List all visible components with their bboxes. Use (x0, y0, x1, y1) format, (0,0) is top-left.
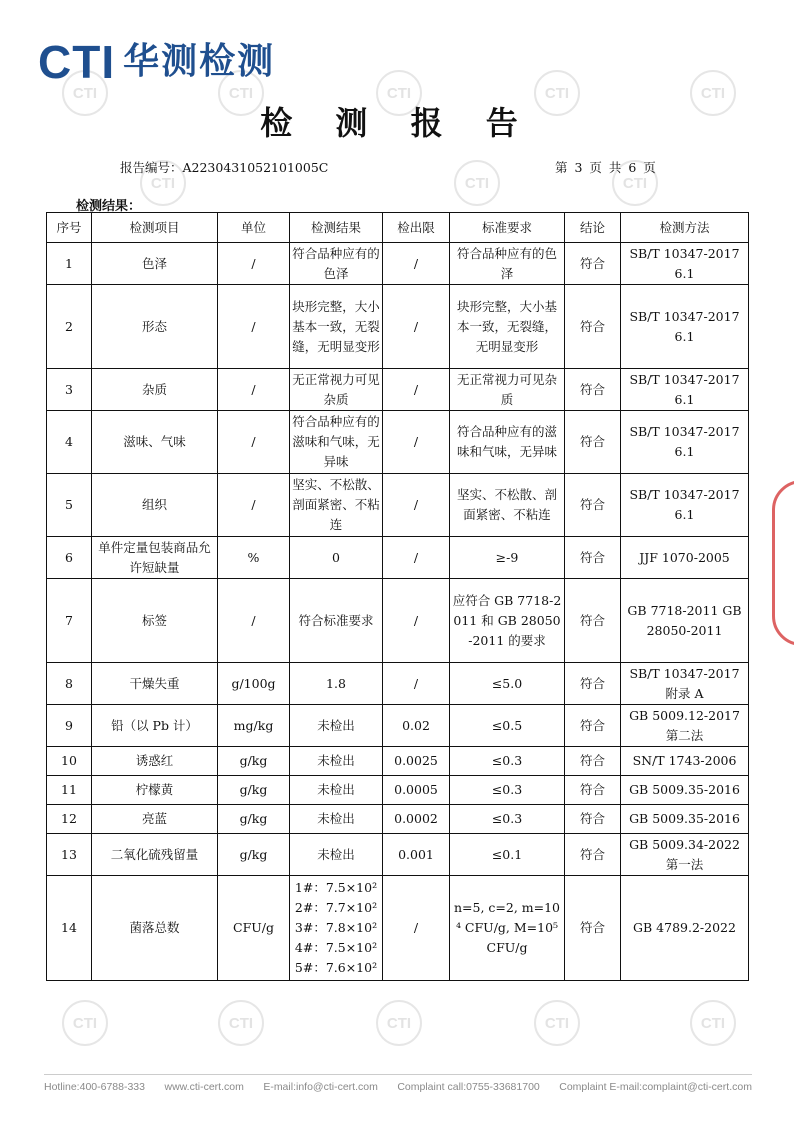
seal-stamp (772, 480, 794, 646)
cell-limit: / (383, 285, 450, 369)
cell-unit: / (218, 369, 290, 411)
footer-website: www.cti-cert.com (164, 1081, 244, 1093)
cell-result: 符合品种应有的色泽 (290, 243, 383, 285)
cell-conclusion: 符合 (565, 474, 621, 537)
cell-standard: ≤0.3 (450, 747, 565, 776)
cell-item: 形态 (92, 285, 218, 369)
cell-item: 色泽 (92, 243, 218, 285)
cell-item: 诱惑红 (92, 747, 218, 776)
cell-unit: g/kg (218, 805, 290, 834)
col-header: 单位 (218, 213, 290, 243)
cell-conclusion: 符合 (565, 776, 621, 805)
footer-complaint-call: Complaint call:0755-33681700 (397, 1081, 540, 1093)
cell-result: 坚实、不松散、剖面紧密、不粘连 (290, 474, 383, 537)
watermark-logo: CTI (62, 70, 108, 116)
logo-cn-text: 华测检测 (123, 41, 276, 82)
table-row (47, 834, 749, 876)
cell-result: 块形完整，大小基本一致，无裂缝，无明显变形 (290, 285, 383, 369)
cell-limit: / (383, 243, 450, 285)
cell-limit: / (383, 537, 450, 579)
cell-limit: 0.0005 (383, 776, 450, 805)
cell-conclusion: 符合 (565, 705, 621, 747)
cell-index: 10 (47, 747, 92, 776)
watermark-logo: CTI (376, 1000, 422, 1046)
watermark-logo: CTI (690, 70, 736, 116)
cell-result: 1#：7.5×10² 2#：7.7×10² 3#：7.8×10² 4#：7.5×10² 5#：7.6×10² (290, 876, 383, 981)
watermark-logo: CTI (612, 160, 658, 206)
cell-item: 柠檬黄 (92, 776, 218, 805)
cell-index: 6 (47, 537, 92, 579)
col-header: 检出限 (383, 213, 450, 243)
cell-limit: / (383, 411, 450, 474)
watermark-logo: CTI (690, 1000, 736, 1046)
table-row (47, 776, 749, 805)
cell-standard: 符合品种应有的色泽 (450, 243, 565, 285)
table-row (47, 243, 749, 285)
section-label: 检测结果： (76, 199, 142, 214)
cell-item: 二氧化硫残留量 (92, 834, 218, 876)
cell-limit: 0.02 (383, 705, 450, 747)
cell-conclusion: 符合 (565, 834, 621, 876)
table-row (47, 876, 749, 981)
cell-standard: n=5, c=2, m=10⁴ CFU/g, M=10⁵ CFU/g (450, 876, 565, 981)
table-row (47, 705, 749, 747)
cell-item: 滋味、气味 (92, 411, 218, 474)
cell-limit: / (383, 369, 450, 411)
cell-method: SN/T 1743-2006 (621, 747, 749, 776)
table-row (47, 285, 749, 369)
cell-standard: ≤0.1 (450, 834, 565, 876)
cell-standard: 符合品种应有的滋味和气味，无异味 (450, 411, 565, 474)
cell-method: GB 7718-2011 GB 28050-2011 (621, 579, 749, 663)
cell-method: SB/T 10347-2017 附录 A (621, 663, 749, 705)
cell-result: 1.8 (290, 663, 383, 705)
footer-email: E-mail:info@cti-cert.com (263, 1081, 378, 1093)
watermark-logo: CTI (454, 160, 500, 206)
cell-index: 2 (47, 285, 92, 369)
report-number: 报告编号：A2230431052101005C (120, 160, 329, 175)
cell-item: 菌落总数 (92, 876, 218, 981)
cell-result: 无正常视力可见杂质 (290, 369, 383, 411)
cell-limit: / (383, 876, 450, 981)
col-header: 标准要求 (450, 213, 565, 243)
table-header-row (47, 213, 749, 243)
cell-unit: % (218, 537, 290, 579)
col-header: 检测项目 (92, 213, 218, 243)
cell-method: SB/T 10347-2017 6.1 (621, 285, 749, 369)
cell-standard: ≤0.3 (450, 776, 565, 805)
table-row (47, 805, 749, 834)
watermark-logo: CTI (534, 1000, 580, 1046)
cell-conclusion: 符合 (565, 805, 621, 834)
cell-standard: ≥-9 (450, 537, 565, 579)
watermark-logo: CTI (140, 160, 186, 206)
table-row (47, 369, 749, 411)
footer-hotline: Hotline:400-6788-333 (44, 1081, 145, 1093)
cell-method: GB 5009.35-2016 (621, 805, 749, 834)
cell-limit: 0.001 (383, 834, 450, 876)
cell-conclusion: 符合 (565, 411, 621, 474)
cell-method: GB 5009.34-2022 第一法 (621, 834, 749, 876)
cell-unit: g/kg (218, 776, 290, 805)
cell-limit: / (383, 474, 450, 537)
cell-result: 0 (290, 537, 383, 579)
cell-conclusion: 符合 (565, 243, 621, 285)
cell-unit: / (218, 411, 290, 474)
table-row (47, 747, 749, 776)
cell-item: 铅（以 Pb 计） (92, 705, 218, 747)
cell-index: 3 (47, 369, 92, 411)
cell-conclusion: 符合 (565, 579, 621, 663)
table-row (47, 579, 749, 663)
cell-method: JJF 1070-2005 (621, 537, 749, 579)
cell-unit: / (218, 285, 290, 369)
page-title: 检 测 报 告 (260, 104, 534, 142)
cell-method: GB 4789.2-2022 (621, 876, 749, 981)
cell-unit: / (218, 579, 290, 663)
page-indicator: 第 3 页 共 6 页 (555, 160, 656, 175)
cell-method: SB/T 10347-2017 6.1 (621, 369, 749, 411)
cell-index: 9 (47, 705, 92, 747)
watermark-logo: CTI (62, 1000, 108, 1046)
cell-index: 4 (47, 411, 92, 474)
cell-result: 未检出 (290, 776, 383, 805)
cell-standard: 应符合 GB 7718-2011 和 GB 28050-2011 的要求 (450, 579, 565, 663)
cell-conclusion: 符合 (565, 663, 621, 705)
cell-index: 11 (47, 776, 92, 805)
cell-method: SB/T 10347-2017 6.1 (621, 474, 749, 537)
cell-index: 12 (47, 805, 92, 834)
table-row (47, 663, 749, 705)
cell-conclusion: 符合 (565, 747, 621, 776)
cell-result: 符合标准要求 (290, 579, 383, 663)
results-table (46, 212, 749, 981)
cell-result: 未检出 (290, 805, 383, 834)
cell-limit: 0.0025 (383, 747, 450, 776)
cell-result: 未检出 (290, 705, 383, 747)
cell-unit: / (218, 243, 290, 285)
cell-result: 未检出 (290, 747, 383, 776)
cell-index: 8 (47, 663, 92, 705)
cell-result: 未检出 (290, 834, 383, 876)
cell-limit: 0.0002 (383, 805, 450, 834)
table-row (47, 537, 749, 579)
cell-standard: ≤5.0 (450, 663, 565, 705)
cell-item: 组织 (92, 474, 218, 537)
watermark-logo: CTI (218, 70, 264, 116)
cell-unit: g/kg (218, 834, 290, 876)
table-row (47, 474, 749, 537)
cell-method: SB/T 10347-2017 6.1 (621, 243, 749, 285)
cell-conclusion: 符合 (565, 369, 621, 411)
cell-index: 14 (47, 876, 92, 981)
cell-conclusion: 符合 (565, 876, 621, 981)
col-header: 检测结果 (290, 213, 383, 243)
cell-method: SB/T 10347-2017 6.1 (621, 411, 749, 474)
table-row (47, 411, 749, 474)
footer-complaint-email: Complaint E-mail:complaint@cti-cert.com (559, 1081, 752, 1093)
watermark-logo: CTI (534, 70, 580, 116)
cell-item: 干燥失重 (92, 663, 218, 705)
cell-standard: ≤0.3 (450, 805, 565, 834)
col-header: 结论 (565, 213, 621, 243)
cell-index: 7 (47, 579, 92, 663)
cell-limit: / (383, 579, 450, 663)
col-header: 序号 (47, 213, 92, 243)
watermark-logo: CTI (218, 1000, 264, 1046)
cell-unit: g/kg (218, 747, 290, 776)
logo-cti-text: CTI (38, 36, 116, 88)
cell-unit: mg/kg (218, 705, 290, 747)
cell-conclusion: 符合 (565, 537, 621, 579)
cell-item: 标签 (92, 579, 218, 663)
cell-standard: 坚实、不松散、剖面紧密、不粘连 (450, 474, 565, 537)
cell-unit: CFU/g (218, 876, 290, 981)
cell-standard: 无正常视力可见杂质 (450, 369, 565, 411)
cell-item: 单件定量包装商品允许短缺量 (92, 537, 218, 579)
cell-unit: g/100g (218, 663, 290, 705)
cell-standard: ≤0.5 (450, 705, 565, 747)
cell-index: 1 (47, 243, 92, 285)
cell-result: 符合品种应有的滋味和气味，无异味 (290, 411, 383, 474)
cell-method: GB 5009.35-2016 (621, 776, 749, 805)
cell-conclusion: 符合 (565, 285, 621, 369)
cell-unit: / (218, 474, 290, 537)
footer (44, 1074, 752, 1093)
cell-index: 13 (47, 834, 92, 876)
col-header: 检测方法 (621, 213, 749, 243)
cell-method: GB 5009.12-2017 第二法 (621, 705, 749, 747)
cell-standard: 块形完整，大小基本一致，无裂缝，无明显变形 (450, 285, 565, 369)
watermark-logo: CTI (376, 70, 422, 116)
cell-item: 亮蓝 (92, 805, 218, 834)
cell-index: 5 (47, 474, 92, 537)
company-logo (38, 36, 276, 88)
cell-item: 杂质 (92, 369, 218, 411)
cell-limit: / (383, 663, 450, 705)
